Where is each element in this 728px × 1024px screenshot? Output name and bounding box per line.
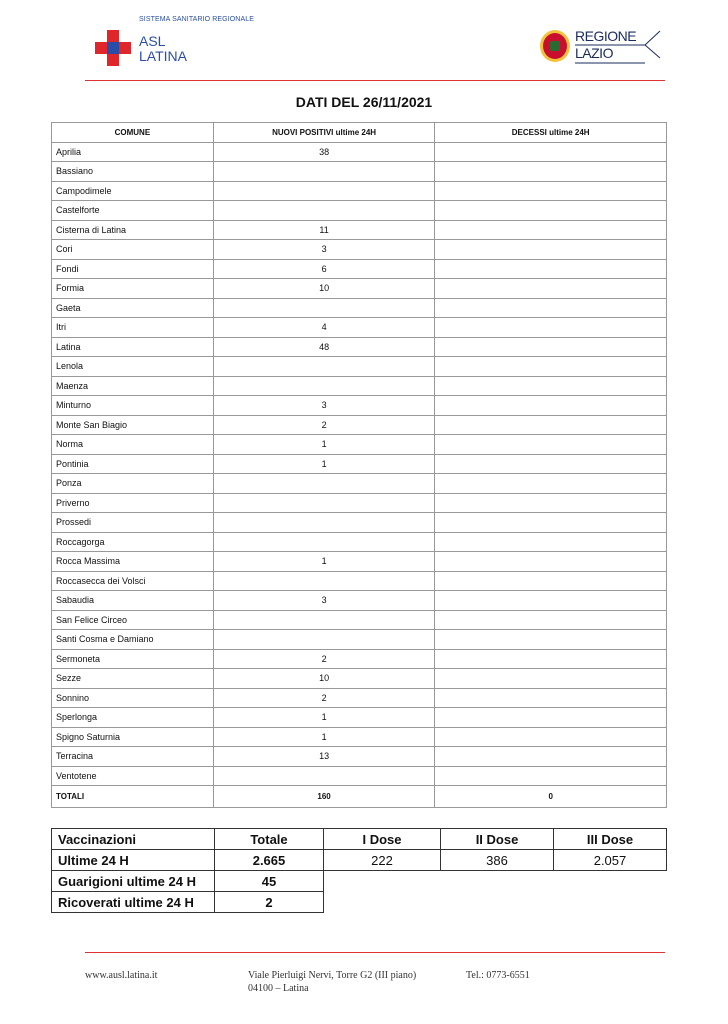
table-row xyxy=(52,201,667,221)
lazio-emblem-icon xyxy=(540,30,570,62)
table-row xyxy=(52,708,667,728)
decessi-cell xyxy=(435,610,667,630)
comune-cell: Fondi xyxy=(52,259,214,279)
column-header: Totale xyxy=(215,829,324,850)
positivi-cell: 1 xyxy=(213,552,435,572)
positivi-cell xyxy=(213,610,435,630)
comune-cell: Itri xyxy=(52,318,214,338)
decessi-cell xyxy=(435,454,667,474)
positivi-cell: 38 xyxy=(213,142,435,162)
decessi-cell xyxy=(435,747,667,767)
comune-cell: Roccasecca dei Volsci xyxy=(52,571,214,591)
asl-subtitle: SISTEMA SANITARIO REGIONALE xyxy=(139,16,254,23)
comune-cell: Priverno xyxy=(52,493,214,513)
table-row xyxy=(52,669,667,689)
decessi-cell xyxy=(435,669,667,689)
decessi-cell xyxy=(435,532,667,552)
comune-cell: Aprilia xyxy=(52,142,214,162)
vax-dose1-value: 222 xyxy=(324,850,441,871)
asl-name: ASL LATINA xyxy=(139,33,187,64)
positivi-cell xyxy=(213,630,435,650)
table-row xyxy=(52,298,667,318)
positivi-cell: 2 xyxy=(213,415,435,435)
decessi-cell xyxy=(435,259,667,279)
table-row xyxy=(52,630,667,650)
decessi-cell xyxy=(435,766,667,786)
positivi-cell xyxy=(213,493,435,513)
footer-website[interactable]: www.ausl.latina.it xyxy=(85,970,158,981)
column-header: DECESSI ultime 24H xyxy=(435,123,667,143)
table-row xyxy=(52,318,667,338)
comune-cell: Lenola xyxy=(52,357,214,377)
positivi-cell: 6 xyxy=(213,259,435,279)
decessi-cell xyxy=(435,376,667,396)
table-row xyxy=(52,337,667,357)
page-header xyxy=(0,0,728,90)
vax-totale-value: 2.665 xyxy=(215,850,324,871)
vax-dose3-value: 2.057 xyxy=(554,850,667,871)
footer-divider xyxy=(85,952,665,953)
comune-cell: Bassiano xyxy=(52,162,214,182)
table-row xyxy=(52,493,667,513)
positivi-cell: 1 xyxy=(213,454,435,474)
column-header: III Dose xyxy=(554,829,667,850)
decessi-cell xyxy=(435,571,667,591)
comune-cell: Sermoneta xyxy=(52,649,214,669)
decessi-cell xyxy=(435,318,667,338)
column-header: I Dose xyxy=(324,829,441,850)
asl-latina-logo xyxy=(95,18,265,68)
table-row xyxy=(52,454,667,474)
table-row xyxy=(52,532,667,552)
decessi-cell xyxy=(435,162,667,182)
comune-cell: Sperlonga xyxy=(52,708,214,728)
decessi-cell xyxy=(435,201,667,221)
table-row xyxy=(52,259,667,279)
table-row xyxy=(52,142,667,162)
decessi-cell xyxy=(435,220,667,240)
decessi-cell xyxy=(435,649,667,669)
comune-cell: Terracina xyxy=(52,747,214,767)
ultime-24h-label: Ultime 24 H xyxy=(52,850,215,871)
comune-cell: Latina xyxy=(52,337,214,357)
positivi-cell xyxy=(213,298,435,318)
totals-row xyxy=(52,786,667,808)
ricoverati-value: 2 xyxy=(215,892,324,913)
positivi-cell: 1 xyxy=(213,708,435,728)
table-row xyxy=(52,181,667,201)
table-row xyxy=(52,610,667,630)
decessi-cell xyxy=(435,708,667,728)
comune-cell: Sezze xyxy=(52,669,214,689)
table-row xyxy=(52,591,667,611)
comune-cell: Roccagorga xyxy=(52,532,214,552)
decessi-cell xyxy=(435,181,667,201)
decessi-cell xyxy=(435,279,667,299)
decessi-cell xyxy=(435,337,667,357)
comune-cell: Formia xyxy=(52,279,214,299)
decessi-cell xyxy=(435,396,667,416)
table-row xyxy=(52,571,667,591)
positivi-cell xyxy=(213,532,435,552)
comune-cell: Sonnino xyxy=(52,688,214,708)
table-row xyxy=(52,649,667,669)
comune-cell: Ponza xyxy=(52,474,214,494)
decessi-cell xyxy=(435,727,667,747)
column-header: II Dose xyxy=(441,829,554,850)
totals-decessi: 0 xyxy=(435,786,667,808)
table-row xyxy=(52,220,667,240)
positivi-cell xyxy=(213,376,435,396)
comune-cell: Spigno Saturnia xyxy=(52,727,214,747)
positivi-cell: 10 xyxy=(213,279,435,299)
table-row xyxy=(52,766,667,786)
decessi-cell xyxy=(435,240,667,260)
positivi-cell: 11 xyxy=(213,220,435,240)
comune-cell: Gaeta xyxy=(52,298,214,318)
guarigioni-label: Guarigioni ultime 24 H xyxy=(52,871,215,892)
positivi-cell xyxy=(213,571,435,591)
comune-cell: Minturno xyxy=(52,396,214,416)
table-row xyxy=(52,435,667,455)
decessi-cell xyxy=(435,552,667,572)
positivi-cell xyxy=(213,513,435,533)
decessi-cell xyxy=(435,493,667,513)
positivi-cell: 2 xyxy=(213,649,435,669)
decessi-cell xyxy=(435,357,667,377)
vaccinazioni-label: Vaccinazioni xyxy=(52,829,215,850)
table-row xyxy=(52,513,667,533)
table-row xyxy=(52,396,667,416)
ricoverati-label: Ricoverati ultime 24 H xyxy=(52,892,215,913)
decessi-cell xyxy=(435,142,667,162)
positivi-cell xyxy=(213,181,435,201)
comune-cell: Castelforte xyxy=(52,201,214,221)
decessi-cell xyxy=(435,513,667,533)
table-header-row xyxy=(52,123,667,143)
positivi-cell xyxy=(213,162,435,182)
positivi-cell: 2 xyxy=(213,688,435,708)
guarigioni-value: 45 xyxy=(215,871,324,892)
comune-cell: San Felice Circeo xyxy=(52,610,214,630)
vaccination-summary-table xyxy=(51,828,667,913)
comune-cell: Rocca Massima xyxy=(52,552,214,572)
positivi-cell xyxy=(213,201,435,221)
decessi-cell xyxy=(435,435,667,455)
comune-cell: Monte San Biagio xyxy=(52,415,214,435)
column-header: NUOVI POSITIVI ultime 24H xyxy=(213,123,435,143)
footer-phone: Tel.: 0773-6551 xyxy=(466,970,530,981)
table-row xyxy=(52,279,667,299)
column-header: COMUNE xyxy=(52,123,214,143)
table-row xyxy=(52,474,667,494)
positivi-cell: 3 xyxy=(213,591,435,611)
decessi-cell xyxy=(435,630,667,650)
table-row xyxy=(52,727,667,747)
table-row xyxy=(52,552,667,572)
positivi-cell: 1 xyxy=(213,435,435,455)
totals-label: TOTALI xyxy=(52,786,214,808)
positivi-cell xyxy=(213,357,435,377)
comune-cell: Sabaudia xyxy=(52,591,214,611)
positivi-cell: 3 xyxy=(213,240,435,260)
positivi-cell: 3 xyxy=(213,396,435,416)
positivi-cell: 10 xyxy=(213,669,435,689)
decessi-cell xyxy=(435,591,667,611)
comune-cell: Pontinia xyxy=(52,454,214,474)
lazio-name: REGIONE LAZIO xyxy=(575,28,637,61)
footer-address: Viale Pierluigi Nervi, Torre G2 (III piano) 04100 – Latina xyxy=(248,970,417,994)
table-row xyxy=(52,162,667,182)
comune-cell: Maenza xyxy=(52,376,214,396)
decessi-cell xyxy=(435,688,667,708)
comuni-table xyxy=(51,122,667,808)
comune-cell: Prossedi xyxy=(52,513,214,533)
positivi-cell: 1 xyxy=(213,727,435,747)
comune-cell: Santi Cosma e Damiano xyxy=(52,630,214,650)
positivi-cell: 48 xyxy=(213,337,435,357)
positivi-cell xyxy=(213,766,435,786)
positivi-cell: 13 xyxy=(213,747,435,767)
table-row xyxy=(52,240,667,260)
vax-dose2-value: 386 xyxy=(441,850,554,871)
totals-positivi: 160 xyxy=(213,786,435,808)
page-title: DATI DEL 26/11/2021 xyxy=(295,94,433,110)
regione-lazio-logo xyxy=(540,28,662,66)
table-row xyxy=(52,376,667,396)
table-row xyxy=(52,688,667,708)
positivi-cell: 4 xyxy=(213,318,435,338)
comune-cell: Ventotene xyxy=(52,766,214,786)
table-body xyxy=(52,142,667,786)
table-row xyxy=(52,747,667,767)
table-row xyxy=(52,357,667,377)
header-divider xyxy=(85,80,665,81)
decessi-cell xyxy=(435,415,667,435)
positivi-cell xyxy=(213,474,435,494)
red-cross-icon xyxy=(95,30,131,66)
comune-cell: Cori xyxy=(52,240,214,260)
decessi-cell xyxy=(435,298,667,318)
decessi-cell xyxy=(435,474,667,494)
comune-cell: Norma xyxy=(52,435,214,455)
lazio-lines-icon xyxy=(575,28,662,64)
comune-cell: Campodimele xyxy=(52,181,214,201)
comune-cell: Cisterna di Latina xyxy=(52,220,214,240)
table-row xyxy=(52,415,667,435)
